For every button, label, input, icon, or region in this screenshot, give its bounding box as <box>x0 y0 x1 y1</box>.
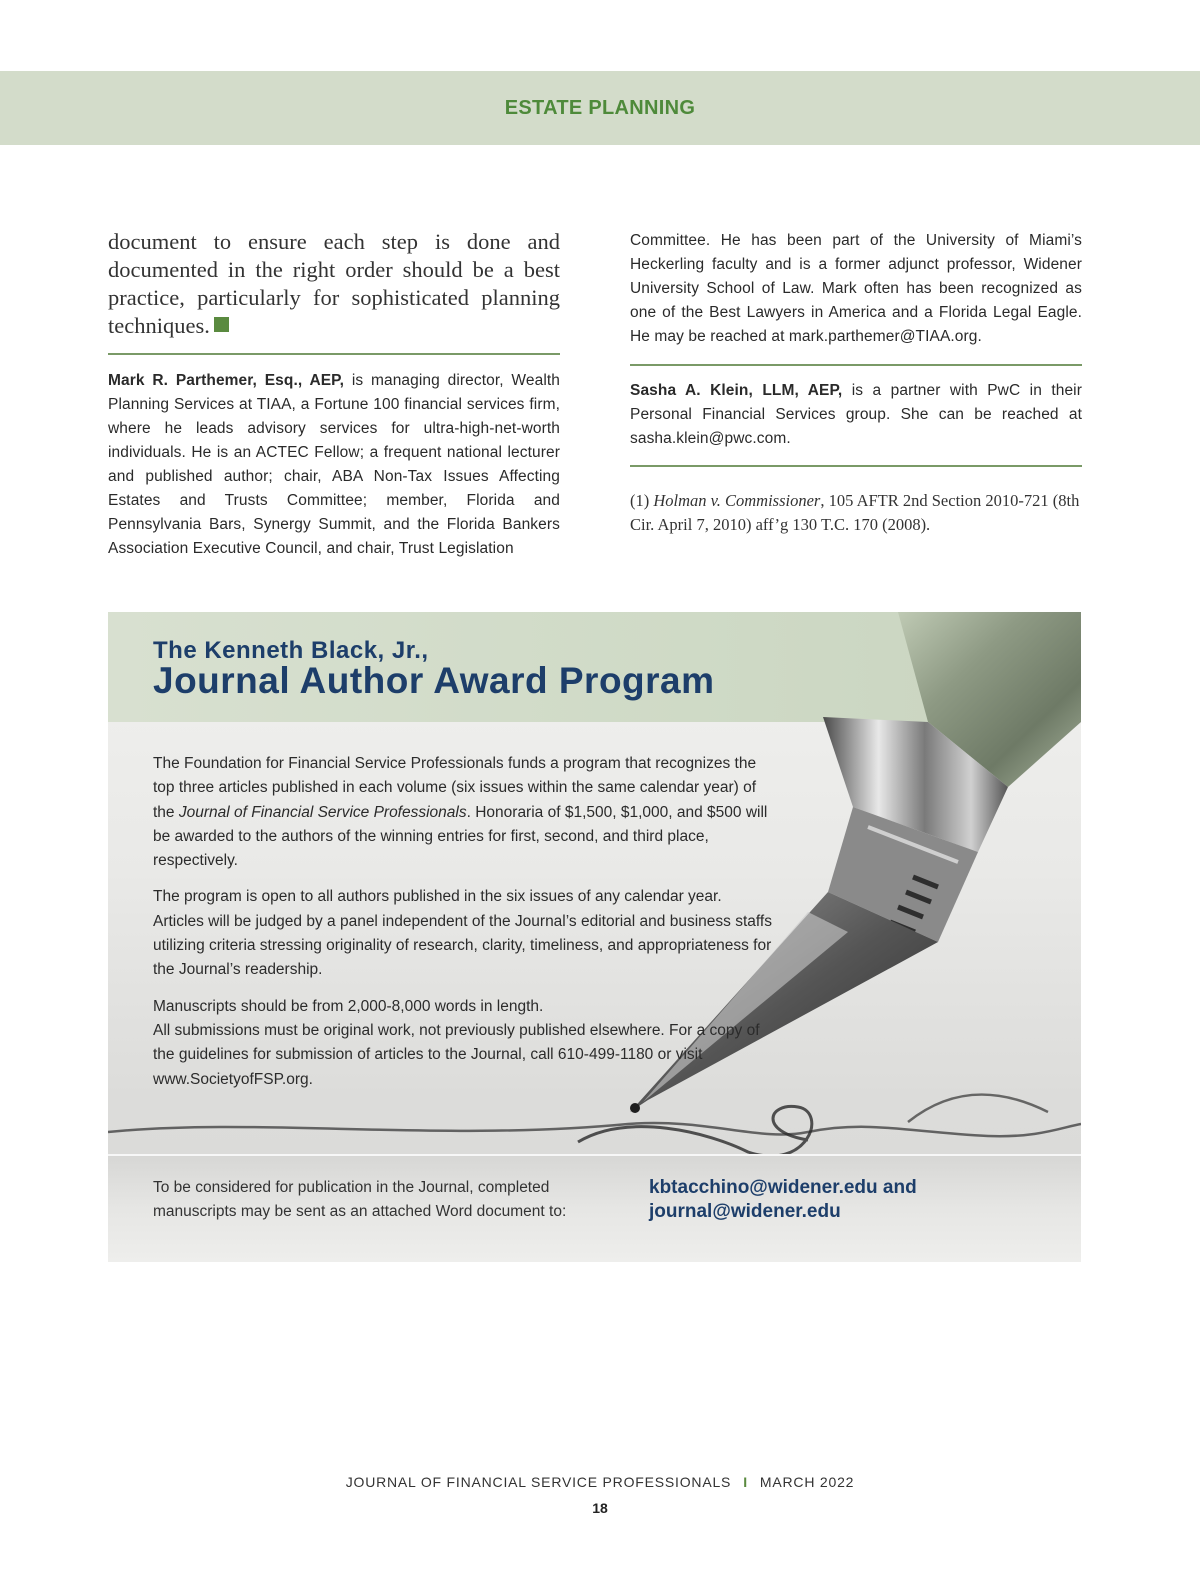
footer-separator: I <box>743 1474 748 1490</box>
award-program-ad <box>108 612 1081 1262</box>
author-bio-2 <box>630 379 1082 451</box>
footer-journal-name: JOURNAL OF FINANCIAL SERVICE PROFESSIONALS <box>345 1474 732 1490</box>
closing-paragraph: document to ensure each step is done and documented in the right order should be a best practice, particularly for sophisticated planning techniques. <box>108 229 560 338</box>
ad-paragraph-3 <box>153 995 773 1092</box>
ad-paragraph-2: The program is open to all authors published in the six issues of any calendar year. Articles will be judged by a panel independent of the Journal’s editorial and business staffs utilizing criteria stressing originality of research, clarity, timeliness, and appropriateness for the Journal’s readership. <box>153 888 772 979</box>
author-bio-1-continued: Committee. He has been part of the University of Miami’s Heckerling faculty and is a former adjunct professor, Widener University School of Law. Mark often has been recognized as one of the Best Lawyers in America and a Florida Legal Eagle. He may be reached at mark.parthemer@TIAA.org. <box>630 232 1082 345</box>
right-column <box>630 229 1082 537</box>
author-name-1: Mark R. Parthemer, Esq., AEP, <box>108 372 345 389</box>
ad-paragraph-3-submission: All submissions must be original work, not previously published elsewhere. For a copy of the guidelines for submission of articles to the Journal, call 610-499-1180 or visit www.SocietyofFSP.org. <box>153 1021 760 1088</box>
divider <box>630 364 1082 366</box>
ad-paragraph-1 <box>153 752 773 873</box>
page-number: 18 <box>592 1500 608 1516</box>
ad-body <box>153 752 773 1104</box>
left-column <box>108 228 560 561</box>
author-bio-1-text: is managing director, Wealth Planning Services at TIAA, a Fortune 100 financial services firm, where he leads advisory services for ultra-high-net-worth individuals. He is an ACTEC Fellow; a frequent national lecturer and published author; chair, ABA Non-Tax Issues Affecting Estates and Trusts Committee; member, Florida and Pennsylvania Bars, Synergy Summit, and the Florida Bankers Association Executive Council, and chair, Trust Legislation <box>108 372 560 557</box>
author-bio-2-text: is a partner with PwC in their Personal Financial Services group. She can be reached at sasha.klein@pwc.com. <box>630 382 1082 447</box>
section-header-band <box>0 71 1200 145</box>
ad-paragraph-1-honoraria: . Honoraria of $1,500, $1,000, and $500 will be awarded to the authors of the winning entries for first, second, and third place, respectively. <box>153 803 768 870</box>
footnote-number: (1) <box>630 491 654 510</box>
end-of-article-icon <box>214 317 229 332</box>
journal-name: Journal of Financial Service Professionals <box>178 803 467 821</box>
footer-issue-date: MARCH 2022 <box>759 1474 855 1490</box>
author-bio-1 <box>108 369 560 561</box>
divider <box>630 465 1082 467</box>
footnote <box>630 489 1082 537</box>
divider <box>108 353 560 355</box>
footnote-case-name: Holman v. Commissioner <box>653 491 821 510</box>
page-footer <box>0 1474 1200 1490</box>
submission-instructions: To be considered for publication in the Journal, completed manuscripts may be sent as an attached Word document to: <box>153 1179 567 1220</box>
submission-emails: kbtacchino@widener.edu and journal@widener.edu <box>649 1177 917 1222</box>
ad-paragraph-3-length: Manuscripts should be from 2,000-8,000 words in length. <box>153 997 544 1015</box>
author-name-2: Sasha A. Klein, LLM, AEP, <box>630 382 843 399</box>
article-closing-text <box>108 228 560 340</box>
ad-submission-band <box>108 1156 1081 1262</box>
ad-paragraph-1-text: The Foundation for Financial Service Professionals funds a program that recognizes the top three articles published in each volume (six issues within the same calendar year) of the <box>153 755 757 821</box>
ad-pretitle: The Kenneth Black, Jr., <box>153 637 429 664</box>
footnote-citation: , 105 AFTR 2nd Section 2010-721 (8th Cir. April 7, 2010) aff’g 130 T.C. 170 (2008). <box>630 491 1080 534</box>
ad-title: Journal Author Award Program <box>153 660 715 701</box>
section-title: ESTATE PLANNING <box>504 96 696 119</box>
